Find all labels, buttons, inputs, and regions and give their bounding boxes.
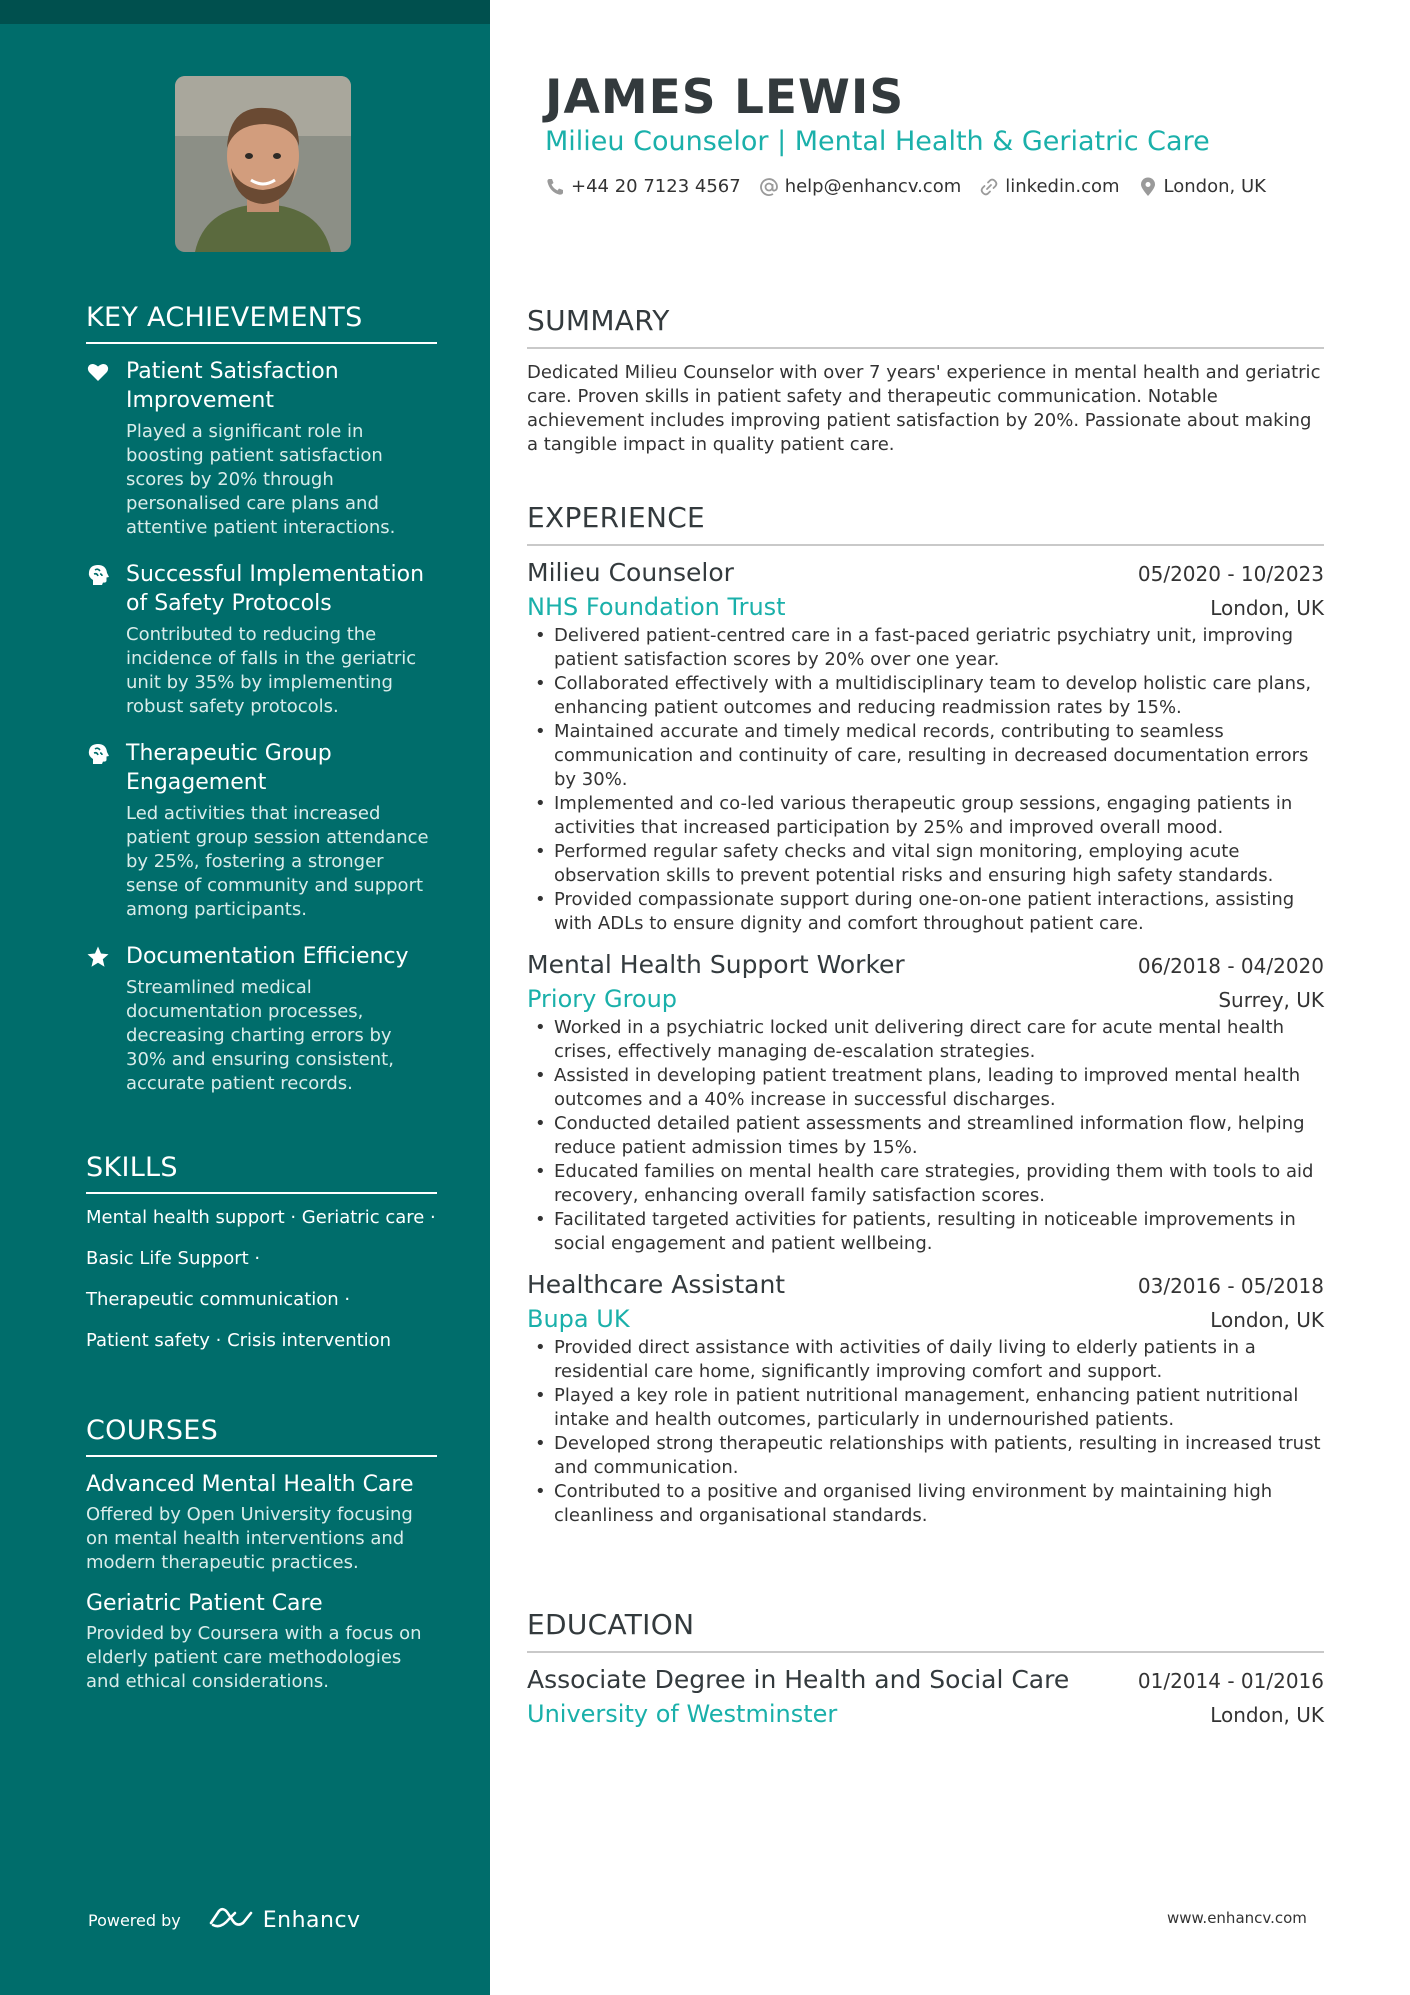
job-title: Milieu Counselor xyxy=(527,558,734,587)
achievement-item xyxy=(86,560,437,719)
job-bullets xyxy=(527,1336,1324,1528)
job-bullet: • Implemented and co-led various therapeutic group sessions, engaging patients in activities that increased participation by 25% and improved overall mood. xyxy=(527,792,1324,840)
sidebar-top-bar xyxy=(0,0,490,24)
job-bullet: • Delivered patient-centred care in a fast-paced geriatric psychiatry unit, improving patient satisfaction scores by 20% over one year. xyxy=(527,624,1324,672)
brain-icon xyxy=(86,563,110,587)
at-sign-icon xyxy=(759,177,779,197)
contact-location xyxy=(1138,176,1266,197)
job-dates: 03/2016 - 05/2018 xyxy=(1137,1274,1324,1298)
contact-linkedin[interactable] xyxy=(979,176,1119,197)
summary-section xyxy=(527,304,1324,457)
brand-name: Enhancv xyxy=(262,1907,361,1933)
skill-line: Therapeutic communication · xyxy=(86,1289,351,1310)
job-location: London, UK xyxy=(1210,596,1324,620)
skills-heading: SKILLS xyxy=(86,1152,437,1194)
education-heading: EDUCATION xyxy=(527,1608,1324,1653)
job-bullet: • Conducted detailed patient assessments and streamlined information flow, helping reduce patient admission times by 15%. xyxy=(527,1112,1324,1160)
job-title: Healthcare Assistant xyxy=(527,1270,786,1299)
job-bullet: • Contributed to a positive and organised living environment by maintaining high cleanliness and organisational standards. xyxy=(527,1480,1324,1528)
job-company: NHS Foundation Trust xyxy=(527,593,786,621)
achievement-description: Played a significant role in boosting patient satisfaction scores by 20% through personalised care plans and attentive patient interactions. xyxy=(126,421,396,538)
achievement-title: Successful Implementation of Safety Protocols xyxy=(126,562,425,616)
course-description: Offered by Open University focusing on mental health interventions and modern therapeutic practices. xyxy=(86,1504,413,1573)
job-dates: 06/2018 - 04/2020 xyxy=(1137,954,1324,978)
achievement-title: Patient Satisfaction Improvement xyxy=(126,359,339,413)
job-location: London, UK xyxy=(1210,1308,1324,1332)
summary-heading: SUMMARY xyxy=(527,304,1324,349)
skill-line: Mental health support · Geriatric care · xyxy=(86,1207,436,1228)
job-bullet: • Played a key role in patient nutritional management, enhancing patient nutritional intake and health outcomes, particularly in undernourished patients. xyxy=(527,1384,1324,1432)
contact-info xyxy=(545,176,1284,197)
location-pin-icon xyxy=(1138,177,1158,197)
linkedin-url: linkedin.com xyxy=(1005,176,1120,197)
phone-icon xyxy=(545,177,565,197)
phone-number: +44 20 7123 4567 xyxy=(571,176,741,197)
course-title: Geriatric Patient Care xyxy=(86,1591,323,1616)
key-achievements-section xyxy=(86,302,437,1096)
achievement-item xyxy=(86,942,437,1096)
course-title: Advanced Mental Health Care xyxy=(86,1472,414,1497)
powered-by-label: Powered by xyxy=(88,1910,181,1930)
courses-section xyxy=(86,1415,437,1708)
job-entry xyxy=(527,950,1324,1256)
achievement-title: Therapeutic Group Engagement xyxy=(126,741,332,795)
profile-photo xyxy=(175,76,351,252)
job-bullet: • Provided compassionate support during one-on-one patient interactions, assisting with ADLs to ensure dignity and comfort throughout patient care. xyxy=(527,888,1324,936)
job-bullet: • Developed strong therapeutic relationships with patients, resulting in increased trust and communication. xyxy=(527,1432,1324,1480)
skill-line: Basic Life Support · xyxy=(86,1248,261,1269)
job-location: Surrey, UK xyxy=(1218,988,1324,1012)
candidate-name: JAMES LEWIS xyxy=(545,70,905,125)
candidate-title: Milieu Counselor | Mental Health & Geriatric Care xyxy=(545,126,1210,157)
summary-text: Dedicated Milieu Counselor with over 7 years' experience in mental health and geriatric care. Proven skills in patient safety and therapeutic communication. Notable achievement includes improving patient satisfaction by 20%. Passionate about making a tangible impact in quality patient care. xyxy=(527,362,1321,455)
experience-heading: EXPERIENCE xyxy=(527,501,1324,546)
school-name: University of Westminster xyxy=(527,1700,838,1728)
achievement-description: Streamlined medical documentation processes, decreasing charting errors by 30% and ensuring consistent, accurate patient records. xyxy=(126,977,394,1094)
experience-section xyxy=(527,501,1324,1528)
education-dates: 01/2014 - 01/2016 xyxy=(1137,1669,1324,1693)
education-location: London, UK xyxy=(1210,1703,1324,1727)
achievement-description: Contributed to reducing the incidence of falls in the geriatric unit by 35% by implementing robust safety protocols. xyxy=(126,624,417,717)
contact-phone[interactable] xyxy=(545,176,741,197)
degree-title: Associate Degree in Health and Social Care xyxy=(527,1665,1070,1694)
skill-line: Patient safety · Crisis intervention xyxy=(86,1330,392,1351)
location-text: London, UK xyxy=(1163,176,1266,197)
job-bullet: • Collaborated effectively with a multidisciplinary team to develop holistic care plans, enhancing patient outcomes and reducing readmission rates by 15%. xyxy=(527,672,1324,720)
courses-heading: COURSES xyxy=(86,1415,437,1457)
job-company: Bupa UK xyxy=(527,1305,630,1333)
heart-icon xyxy=(86,360,110,384)
brain-icon xyxy=(86,742,110,766)
achievement-item xyxy=(86,739,437,922)
course-item xyxy=(86,1470,437,1575)
education-section xyxy=(527,1608,1324,1728)
enhancv-logo-icon xyxy=(207,1905,263,1935)
job-bullet: • Educated families on mental health care strategies, providing them with tools to aid recovery, enhancing overall family satisfaction scores. xyxy=(527,1160,1324,1208)
skills-section xyxy=(86,1152,437,1370)
job-company: Priory Group xyxy=(527,985,678,1013)
skills-list xyxy=(86,1206,437,1353)
achievement-description: Led activities that increased patient group session attendance by 25%, fostering a stronger sense of community and support among participants. xyxy=(126,803,429,920)
powered-by xyxy=(88,1905,361,1935)
course-description: Provided by Coursera with a focus on elderly patient care methodologies and ethical considerations. xyxy=(86,1623,422,1692)
star-icon xyxy=(86,945,110,969)
achievement-item xyxy=(86,357,437,540)
job-entry xyxy=(527,558,1324,936)
achievement-title: Documentation Efficiency xyxy=(126,944,409,969)
job-dates: 05/2020 - 10/2023 xyxy=(1137,562,1324,586)
sidebar xyxy=(0,0,490,1995)
job-bullets xyxy=(527,624,1324,936)
job-bullet: • Performed regular safety checks and vital sign monitoring, employing acute observation skills to prevent potential risks and ensuring high safety standards. xyxy=(527,840,1324,888)
contact-email[interactable] xyxy=(759,176,962,197)
course-item xyxy=(86,1589,437,1694)
job-bullet: • Worked in a psychiatric locked unit delivering direct care for acute mental health crises, effectively managing de-escalation strategies. xyxy=(527,1016,1324,1064)
job-bullet: • Facilitated targeted activities for patients, resulting in noticeable improvements in social engagement and patient wellbeing. xyxy=(527,1208,1324,1256)
job-title: Mental Health Support Worker xyxy=(527,950,905,979)
link-icon xyxy=(979,177,999,197)
education-entry xyxy=(527,1665,1324,1728)
job-bullets xyxy=(527,1016,1324,1256)
key-achievements-heading: KEY ACHIEVEMENTS xyxy=(86,302,437,344)
footer-website-link[interactable]: www.enhancv.com xyxy=(1167,1909,1307,1927)
email-address: help@enhancv.com xyxy=(784,176,962,197)
job-entry xyxy=(527,1270,1324,1528)
job-bullet: • Provided direct assistance with activities of daily living to elderly patients in a residential care home, significantly improving comfort and support. xyxy=(527,1336,1324,1384)
job-bullet: • Assisted in developing patient treatment plans, leading to improved mental health outcomes and a 40% increase in successful discharges. xyxy=(527,1064,1324,1112)
job-bullet: • Maintained accurate and timely medical records, contributing to seamless communication and continuity of care, resulting in decreased documentation errors by 30%. xyxy=(527,720,1324,792)
